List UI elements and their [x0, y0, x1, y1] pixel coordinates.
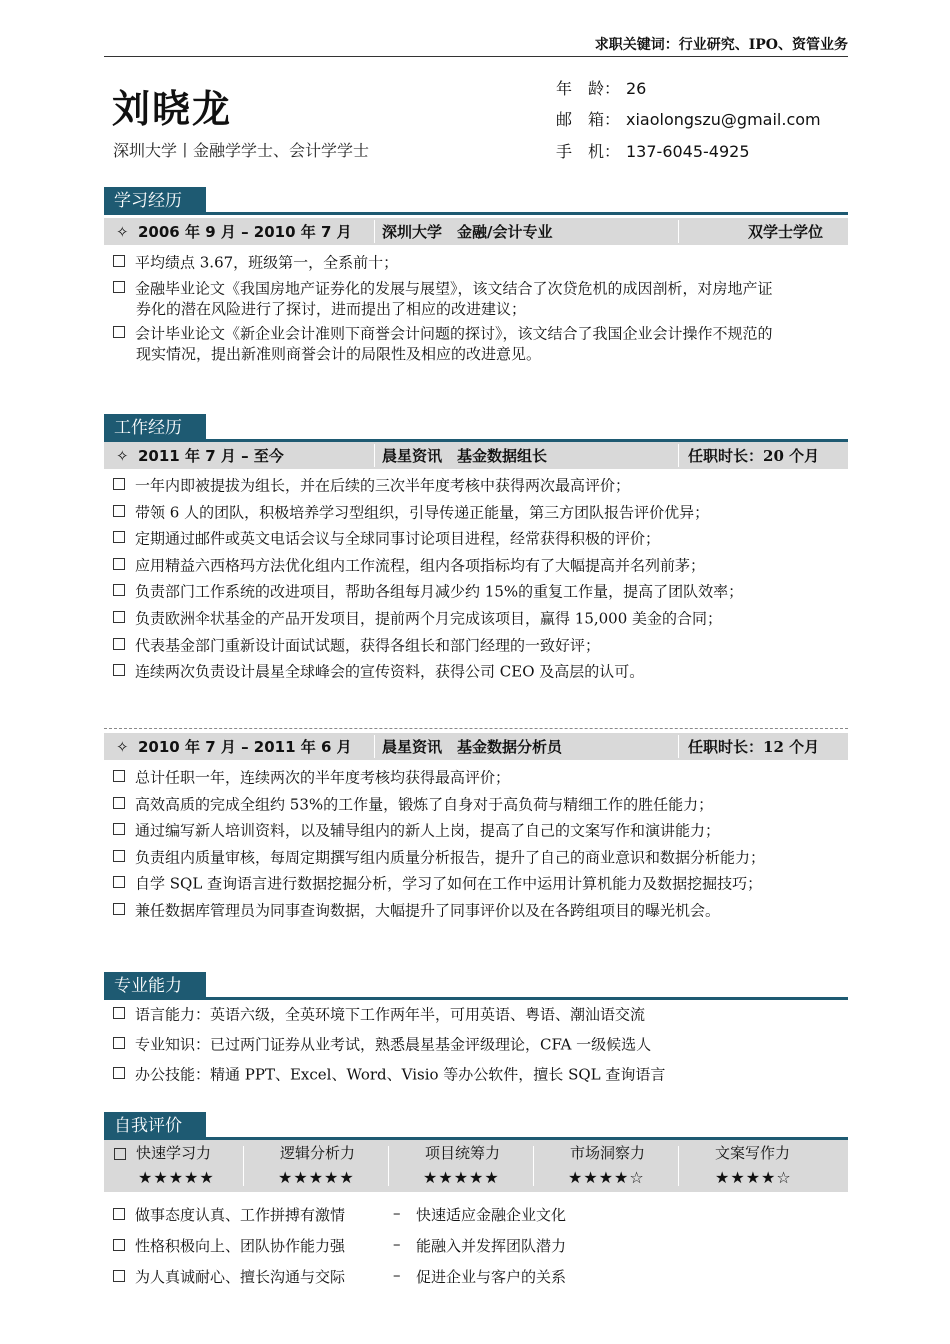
education-summary: 深圳大学丨金融学学士、会计学学士 [113, 141, 370, 160]
trait-result: 快速适应金融企业文化 [416, 1206, 567, 1224]
cell-divider [678, 735, 679, 758]
diamond-icon: ✧ [116, 738, 129, 756]
section-title: 自我评价 [104, 1112, 206, 1138]
checkbox-icon [113, 255, 125, 267]
list-item: 应用精益六西格玛方法优化组内工作流程，组内各项指标均有了大幅提高并名列前茅； [113, 554, 848, 578]
job-tenure: 任职时长：12 个月 [688, 738, 820, 756]
ratings-panel [104, 1140, 848, 1192]
section-header-work [104, 414, 848, 442]
checkbox-icon [113, 531, 125, 543]
cell-divider [374, 735, 375, 758]
list-item: 平均绩点 3.67，班级第一，全系前十； [113, 251, 848, 275]
rating-name: 文案写作力 [715, 1144, 791, 1162]
star-rating-icon: ★★★★★ [278, 1168, 355, 1187]
rating-name: 快速学习力 [136, 1144, 212, 1162]
checkbox-icon [113, 1270, 125, 1282]
job-period: 2011 年 7 月 – 至今 [138, 447, 284, 465]
education-degree: 双学士学位 [748, 223, 824, 241]
list-item: 兼任数据库管理员为同事查询数据，大幅提升了同事评价以及在各跨组项目的曝光机会。 [113, 899, 848, 923]
list-item: 会计毕业论文《新企业会计准则下商誉会计问题的探讨》，该文结合了我国企业会计操作不规范的 [113, 322, 848, 346]
section-header-skills [104, 972, 848, 1000]
keywords-line: 求职关键词：行业研究、IPO、资管业务 [104, 30, 848, 57]
list-item-continuation: 券化的潜在风险进行了探讨，进而提出了相应的改进建议； [136, 300, 527, 318]
rating-name: 逻辑分析力 [280, 1144, 356, 1162]
list-item: 通过编写新人培训资料，以及辅导组内的新人上岗，提高了自己的文案写作和演讲能力； [113, 819, 848, 843]
star-rating-icon: ★★★★☆ [568, 1168, 645, 1187]
job-row-1 [104, 442, 848, 469]
cell-divider [374, 444, 375, 467]
checkbox-icon [113, 638, 125, 650]
checkbox-icon [113, 558, 125, 570]
list-item: 负责欧洲伞状基金的产品开发项目，提前两个月完成该项目，赢得 15,000 美金的合同； [113, 607, 848, 631]
age-value: 26 [626, 79, 647, 98]
trait-row: 为人真诚耐心、擅长沟通与交际 – 促进企业与客户的关系 [113, 1266, 345, 1287]
checkbox-icon [113, 584, 125, 596]
list-item: 自学 SQL 查询语言进行数据挖掘分析，学习了如何在工作中运用计算机能力及数据挖掘技巧； [113, 872, 848, 896]
checkbox-icon [113, 664, 125, 676]
contact-email [556, 107, 821, 130]
section-header-self-eval [104, 1112, 848, 1140]
checkbox-icon [113, 505, 125, 517]
section-title: 专业能力 [104, 972, 206, 998]
section-title: 工作经历 [104, 414, 206, 440]
checkbox-icon [113, 1067, 125, 1079]
list-item: 金融毕业论文《我国房地产证券化的发展与展望》，该文结合了次贷危机的成因剖析，对房地产证 [113, 277, 848, 301]
list-item: 办公技能：精通 PPT、Excel、Word、Visio 等办公软件，擅长 SQL 查询语言 [113, 1063, 848, 1087]
cell-divider [374, 220, 375, 243]
dash: – [393, 1235, 401, 1253]
star-rating-icon: ★★★★☆ [715, 1168, 792, 1187]
list-item: 负责组内质量审核，每周定期撰写组内质量分析报告，提升了自己的商业意识和数据分析能力； [113, 846, 848, 870]
checkbox-icon [113, 1239, 125, 1251]
checkbox-icon [113, 876, 125, 888]
list-item: 一年内即被提拔为组长，并在后续的三次半年度考核中获得两次最高评价； [113, 474, 848, 498]
cell-divider [678, 444, 679, 467]
list-item: 代表基金部门重新设计面试试题，获得各组长和部门经理的一致好评； [113, 634, 848, 658]
contact-age [556, 76, 646, 99]
checkbox-icon [113, 1007, 125, 1019]
phone-value: 137-6045-4925 [626, 142, 750, 161]
diamond-icon: ✧ [116, 447, 129, 465]
education-school: 深圳大学 金融/会计专业 [382, 223, 553, 241]
section-divider [104, 997, 848, 1000]
email-value: xiaolongszu@gmail.com [626, 110, 821, 129]
contact-phone [556, 139, 750, 162]
diamond-icon: ✧ [116, 223, 129, 241]
trait-row: 性格积极向上、团队协作能力强 – 能融入并发挥团队潜力 [113, 1235, 345, 1256]
checkbox-icon [113, 1037, 125, 1049]
rating-cell [244, 1140, 389, 1192]
list-item-continuation: 现实情况，提出新准则商誉会计的局限性及相应的改进意见。 [136, 345, 542, 363]
phone-label: 手 机： [556, 142, 621, 161]
list-item: 专业知识：已过两门证券从业考试，熟悉晨星基金评级理论，CFA 一级候选人 [113, 1033, 848, 1057]
cell-divider [678, 220, 679, 243]
job-tenure: 任职时长：20 个月 [688, 447, 820, 465]
rating-cell [679, 1140, 848, 1192]
age-label: 年 龄： [556, 79, 621, 98]
section-header-education [104, 187, 848, 215]
checkbox-icon [113, 903, 125, 915]
section-title: 学习经历 [104, 187, 206, 213]
list-item: 语言能力：英语六级，全英环境下工作两年半，可用英语、粤语、潮汕语交流 [113, 1003, 848, 1027]
star-rating-icon: ★★★★★ [423, 1168, 500, 1187]
rating-name: 项目统筹力 [425, 1144, 501, 1162]
job-company: 晨星资讯 基金数据分析员 [382, 738, 563, 756]
education-period: 2006 年 9 月 – 2010 年 7 月 [138, 223, 352, 241]
job-company: 晨星资讯 基金数据组长 [382, 447, 548, 465]
dash: – [393, 1204, 401, 1222]
section-divider [104, 212, 848, 215]
dash: – [393, 1266, 401, 1284]
job-period: 2010 年 7 月 – 2011 年 6 月 [138, 738, 352, 756]
list-item: 高效高质的完成全组约 53%的工作量，锻炼了自身对于高负荷与精细工作的胜任能力； [113, 793, 848, 817]
list-item: 带领 6 人的团队，积极培养学习型组织，引导传递正能量，第三方团队报告评价优异； [113, 501, 848, 525]
checkbox-icon [113, 823, 125, 835]
rating-cell [389, 1140, 534, 1192]
rating-name: 市场洞察力 [570, 1144, 646, 1162]
checkbox-icon [113, 1208, 125, 1220]
list-item: 负责部门工作系统的改进项目，帮助各组每月减少约 15%的重复工作量，提高了团队效率； [113, 580, 848, 604]
education-row [104, 218, 848, 245]
checkbox-icon [113, 326, 125, 338]
checkbox-icon [113, 281, 125, 293]
candidate-name: 刘晓龙 [112, 86, 233, 131]
job-row-2 [104, 733, 848, 760]
list-item: 连续两次负责设计晨星全球峰会的宣传资料，获得公司 CEO 及高层的认可。 [113, 660, 848, 684]
checkbox-icon [113, 770, 125, 782]
star-rating-icon: ★★★★★ [138, 1168, 215, 1187]
trait-result: 促进企业与客户的关系 [416, 1268, 567, 1286]
trait-result: 能融入并发挥团队潜力 [416, 1237, 567, 1255]
checkbox-icon [114, 1148, 126, 1160]
job-separator [104, 728, 848, 729]
checkbox-icon [113, 611, 125, 623]
email-label: 邮 箱： [556, 110, 621, 129]
list-item: 定期通过邮件或英文电话会议与全球同事讨论项目进程，经常获得积极的评价； [113, 527, 848, 551]
checkbox-icon [113, 797, 125, 809]
checkbox-icon [113, 850, 125, 862]
list-item: 总计任职一年，连续两次的半年度考核均获得最高评价； [113, 766, 848, 790]
rating-cell [104, 1140, 244, 1192]
checkbox-icon [113, 478, 125, 490]
trait-row: 做事态度认真、工作拼搏有激情 – 快速适应金融企业文化 [113, 1204, 345, 1225]
rating-cell [534, 1140, 679, 1192]
